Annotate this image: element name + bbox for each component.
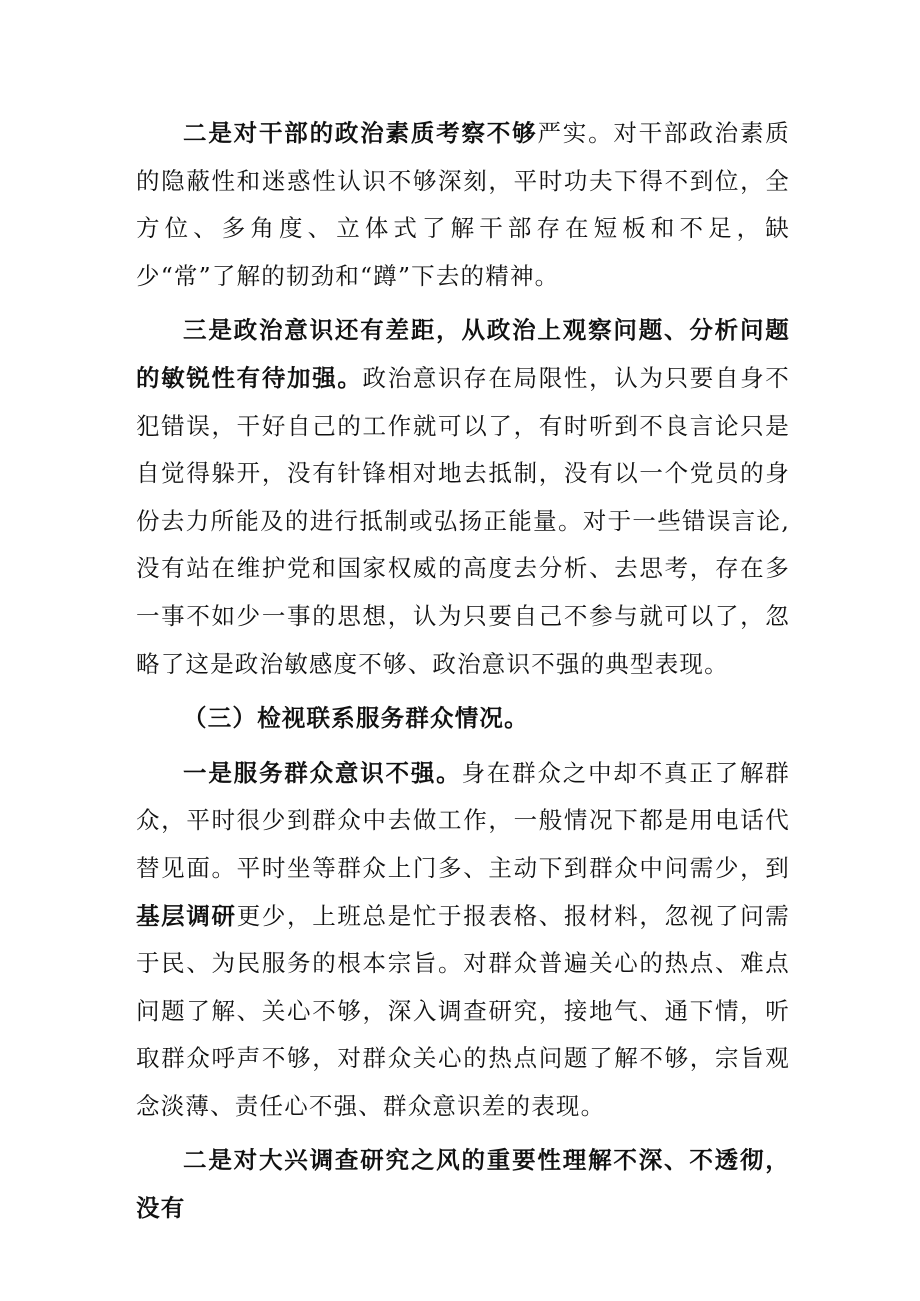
paragraph-lead: 一是服务群众意识不强。 bbox=[183, 758, 462, 787]
document-body bbox=[136, 110, 790, 1233]
paragraph-serving-masses bbox=[136, 750, 790, 1131]
paragraph-investigation-research bbox=[136, 1137, 790, 1232]
section-heading: （三）检视联系服务群众情况。 bbox=[183, 704, 529, 733]
paragraph-lead: 二是对干部的政治素质考察不够 bbox=[183, 119, 538, 147]
paragraph-lead: 三是政治意识还有差距，从政治上观察问题、分析问题的敏锐性有待加强。 bbox=[136, 316, 790, 392]
paragraph-lead: 二是对大兴调查研究之风的重要性理解不深、不透彻，没有 bbox=[136, 1146, 790, 1223]
emphasis-text: 基层调研 bbox=[136, 901, 237, 930]
paragraph-text: 政治意识存在局限性，认为只要自身不犯错误，干好自己的工作就可以了，有时听到不良言论只是自觉得躲开，没有针锋相对地去抵制，没有以一个党员的身份去力所能及的进行抵制或弘扬正能量。对于一些错误言论,没有站在维护党和国家权威的高度去分析、去思考，存在多一事不如少一事的思想，认为只要自己不参与就可以了，忽略了这是政治敏感度不够、政治意识不强的典型表现。 bbox=[136, 363, 790, 678]
paragraph-cadre-political-quality bbox=[136, 110, 790, 300]
paragraph-text: 身在群众之中却不真正了解群众，平时很少到群众中去做工作，一般情况下都是用电话代替见面。平时坐等群众上门多、主动下到群众中问需少，到 bbox=[136, 758, 791, 882]
paragraph-text: 更少，上班总是忙于报表格、报材料，忽视了问需于民、为民服务的根本宗旨。对群众普遍关心的热点、难点问题了解、关心不够，深入调查研究，接地气、通下情，听取群众呼声不够，对群众关心的热点问题了解不够，宗旨观念淡薄、责任心不强、群众意识差的表现。 bbox=[136, 901, 790, 1120]
paragraph-political-awareness bbox=[136, 307, 790, 688]
paragraph-text: 严实。对干部政治素质的隐蔽性和迷惑性认识不够深刻，平时功夫下得不到位，全方位、多角度、立体式了解干部存在短板和不足，缺少“常”了解的韧劲和“蹲”下去的精神。 bbox=[136, 119, 790, 290]
